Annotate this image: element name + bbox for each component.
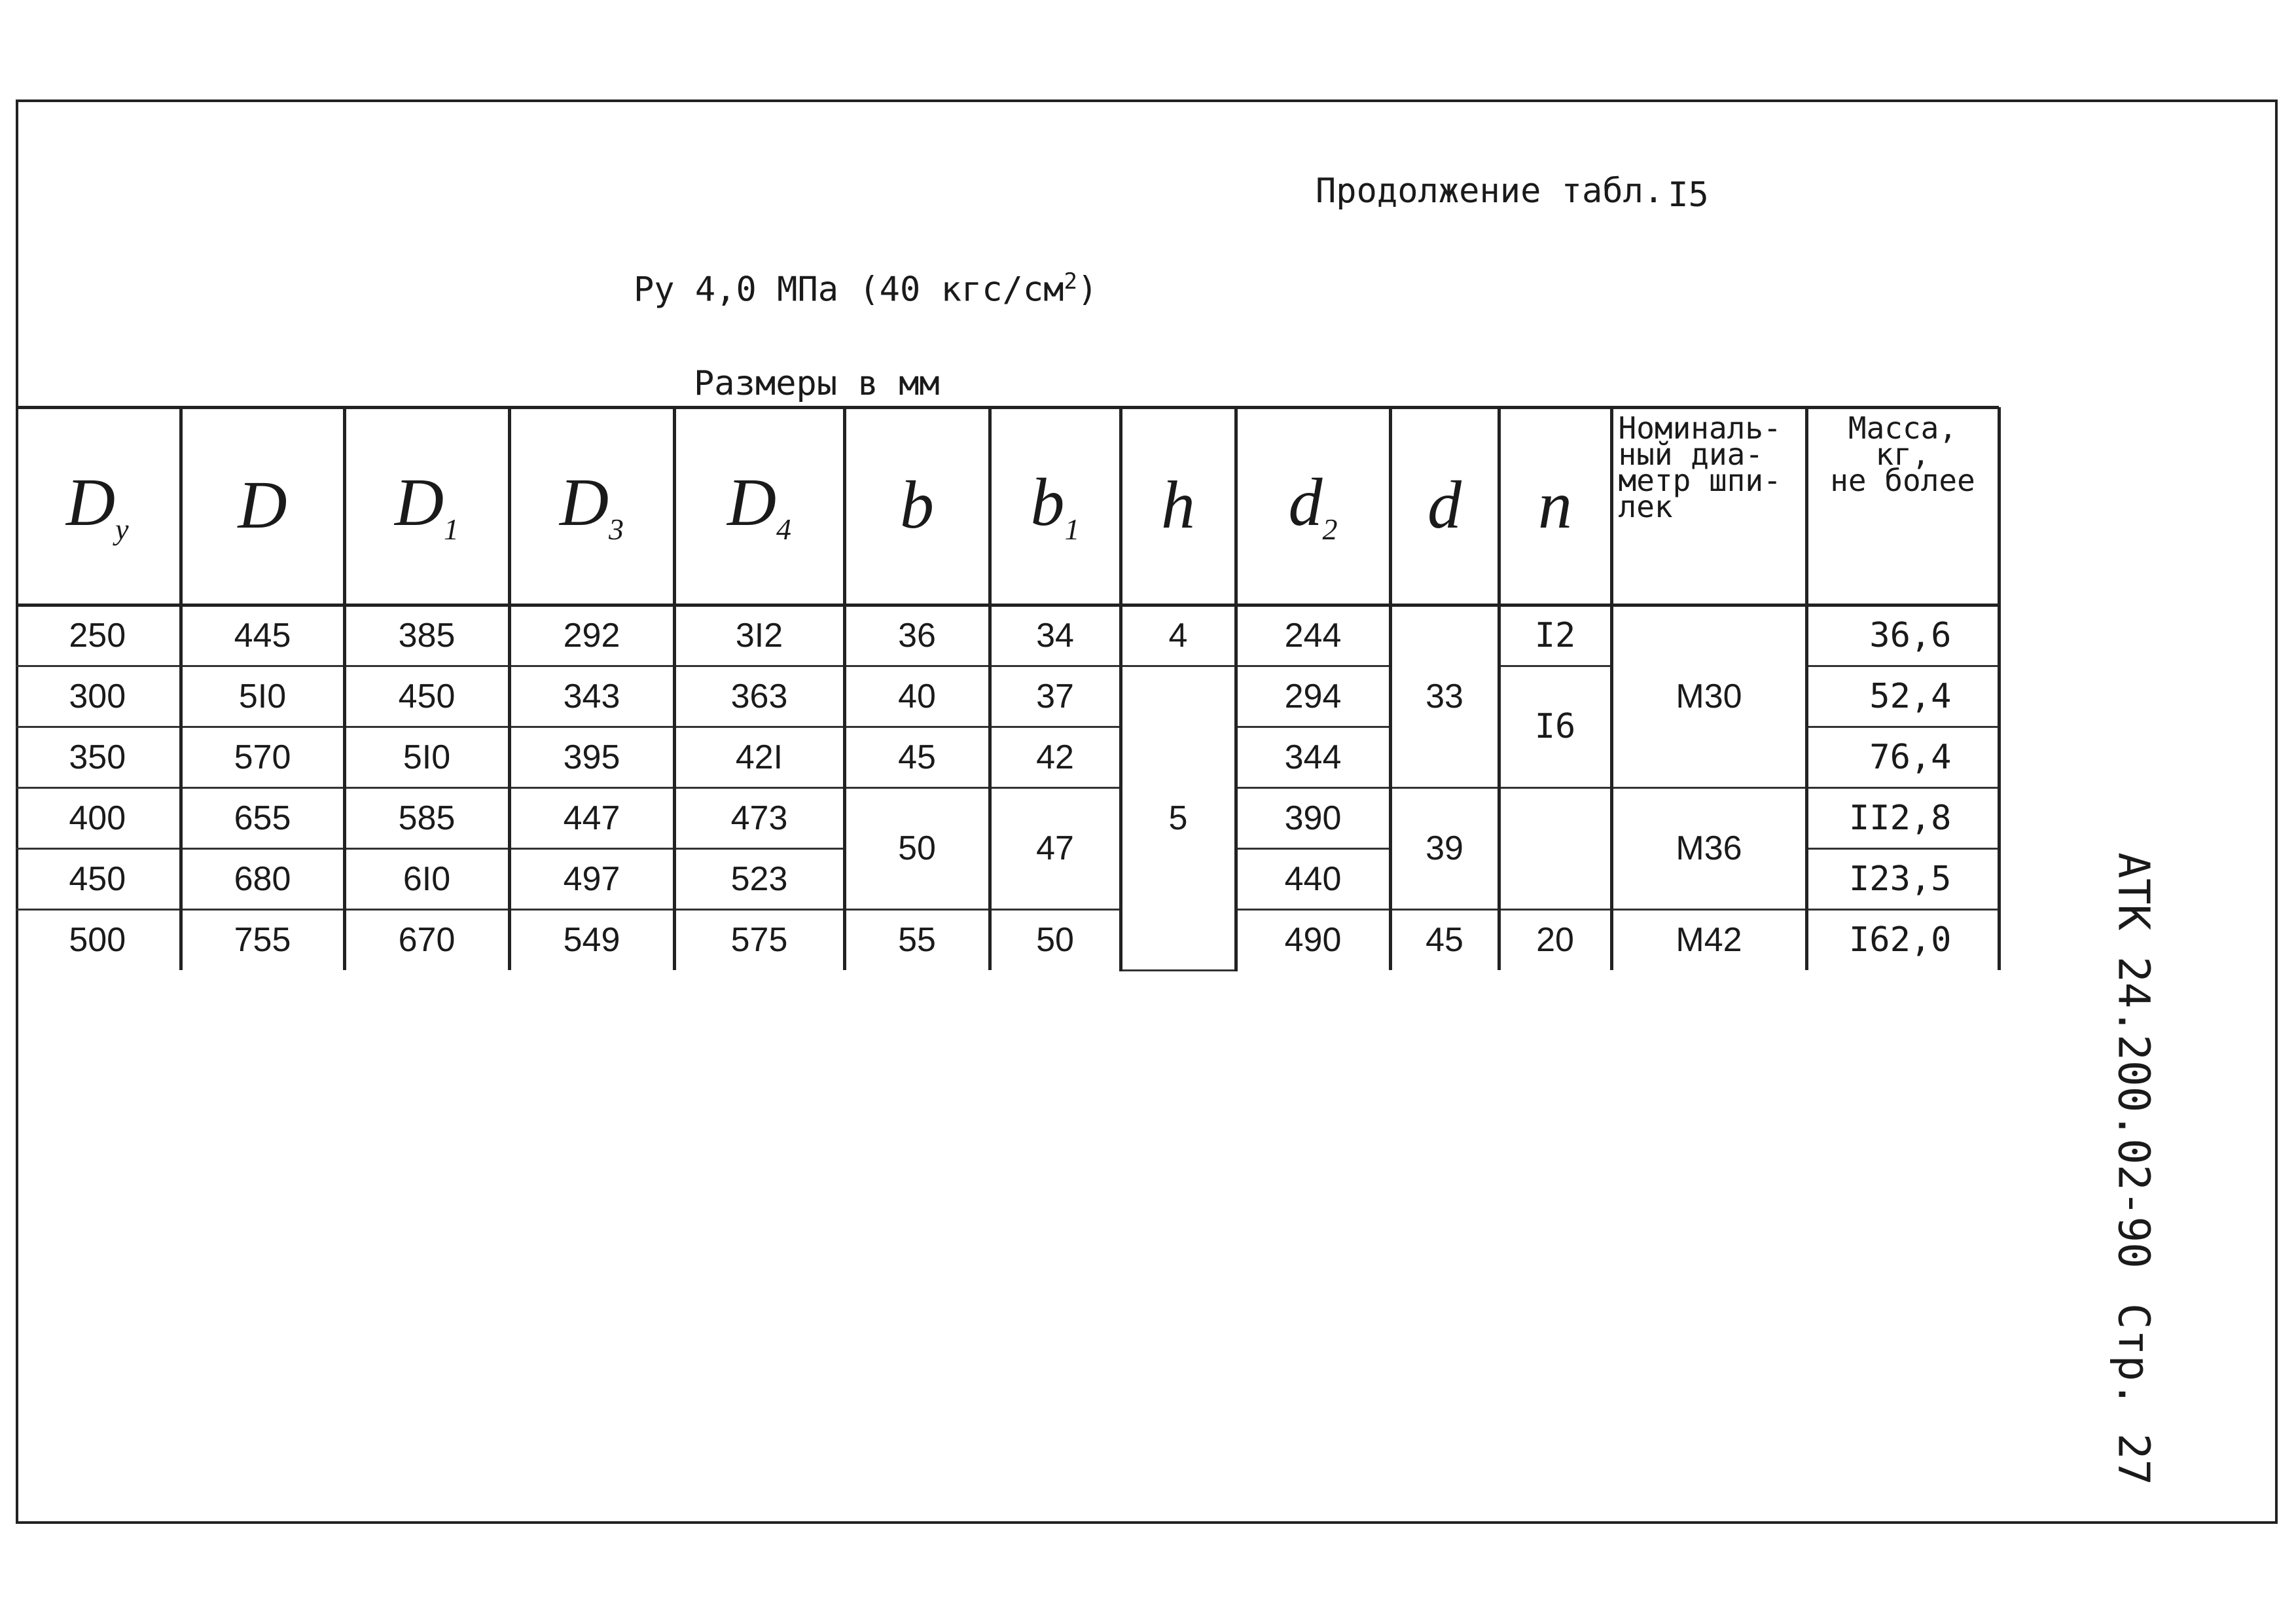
cell-b1: 42 bbox=[990, 727, 1121, 787]
cell-D1: 450 bbox=[344, 666, 509, 727]
pressure-close: ) bbox=[1077, 270, 1098, 310]
cell-Dy: 400 bbox=[16, 787, 181, 848]
table-row bbox=[16, 605, 1999, 666]
cell-stud: М42 bbox=[1611, 909, 1806, 970]
cell-Dy: 500 bbox=[69, 921, 126, 960]
cell-d: 45 bbox=[1390, 909, 1499, 970]
cell-b: 55 bbox=[844, 909, 990, 970]
cell-mass: 52,4 bbox=[1806, 666, 1999, 727]
header-d: d bbox=[1390, 407, 1499, 605]
cell-D: 445 bbox=[181, 605, 344, 666]
cell-D4: 575 bbox=[674, 909, 844, 970]
pressure-superscript: 2 bbox=[1064, 268, 1077, 295]
cell-b: 40 bbox=[844, 666, 990, 727]
cell-D4: 473 bbox=[674, 787, 844, 848]
cell-d: 39 bbox=[1390, 787, 1499, 909]
document-code: АТК 24.200.02-90 bbox=[2108, 852, 2159, 1269]
header-row bbox=[16, 407, 1999, 605]
cell-D1: 6I0 bbox=[344, 848, 509, 909]
header-D4: $D_4$ bbox=[674, 407, 844, 605]
dimensions-note: Размеры в мм bbox=[694, 364, 940, 403]
cell-d2: 344 bbox=[1236, 727, 1390, 787]
header-stud-diameter: Номиналь- ный диа- метр шпи- лек bbox=[1611, 407, 1806, 605]
cell-mass: 76,4 bbox=[1806, 727, 1999, 787]
cell-mass: 36,6 bbox=[1806, 605, 1999, 666]
cell-b: 36 bbox=[844, 605, 990, 666]
cell-D4: 42I bbox=[674, 727, 844, 787]
continuation-label: Продолжение табл. bbox=[1316, 171, 1664, 211]
cell-D3: 343 bbox=[509, 666, 674, 727]
cell-d2: 244 bbox=[1236, 605, 1390, 666]
cell-Dy: 300 bbox=[16, 666, 181, 727]
cell-D3: 447 bbox=[509, 787, 674, 848]
cell-d2: 294 bbox=[1236, 666, 1390, 727]
cell-D4: 523 bbox=[674, 848, 844, 909]
cell-b: 45 bbox=[844, 727, 990, 787]
header-n: n bbox=[1499, 407, 1611, 605]
cell-mass: II2,8 bbox=[1806, 787, 1999, 848]
cell-D4: 363 bbox=[674, 666, 844, 727]
header-b1: $b_1$ bbox=[990, 407, 1121, 605]
table-row bbox=[16, 787, 1999, 848]
header-d2: $d_2$ bbox=[1236, 407, 1390, 605]
header-D3: $D_3$ bbox=[509, 407, 674, 605]
cell-D: 680 bbox=[181, 848, 344, 909]
header-D: D bbox=[181, 407, 344, 605]
cell-mass: I62,0 bbox=[1806, 909, 1999, 970]
cell-D4: 3I2 bbox=[674, 605, 844, 666]
cell-stud: М30 bbox=[1611, 605, 1806, 787]
cell-d2: 390 bbox=[1236, 787, 1390, 848]
cell-D3: 395 bbox=[509, 727, 674, 787]
table-number: I5 bbox=[1668, 175, 1709, 215]
header-Dy: $D_у$ bbox=[16, 407, 181, 605]
cell-b1: 50 bbox=[990, 909, 1121, 970]
header-b: b bbox=[844, 407, 990, 605]
cell-D3: 497 bbox=[509, 848, 674, 909]
header-h: h bbox=[1121, 407, 1236, 605]
cell-stud: М36 bbox=[1611, 787, 1806, 909]
table-row bbox=[16, 909, 1999, 970]
cell-n: 20 bbox=[1499, 909, 1611, 970]
cell-D1: 670 bbox=[344, 909, 509, 970]
cell-b1: 34 bbox=[990, 605, 1121, 666]
cell-Dy: 350 bbox=[16, 727, 181, 787]
cell-n: I6 bbox=[1499, 666, 1611, 787]
cell-d2: 440 bbox=[1236, 848, 1390, 909]
cell-D1: 585 bbox=[344, 787, 509, 848]
header-mass: Масса, кг, не более bbox=[1806, 407, 1999, 605]
cell-D3: 292 bbox=[509, 605, 674, 666]
cell-Dy: 450 bbox=[16, 848, 181, 909]
cell-D: 570 bbox=[181, 727, 344, 787]
pressure-text: Ру 4,0 МПа (40 кгс/см bbox=[634, 270, 1064, 310]
header-D1: $D_1$ bbox=[344, 407, 509, 605]
cell-d: 33 bbox=[1390, 605, 1499, 787]
cell-D1: 5I0 bbox=[344, 727, 509, 787]
cell-D3: 549 bbox=[509, 909, 674, 970]
cell-h: 5 bbox=[1121, 666, 1236, 970]
table-continuation-caption bbox=[1316, 171, 1709, 215]
cell-n: I2 bbox=[1499, 605, 1611, 666]
cell-D: 655 bbox=[181, 787, 344, 848]
flange-dimensions-table bbox=[16, 407, 2001, 971]
cell-D: 755 bbox=[181, 909, 344, 970]
page-number: Стр. 27 bbox=[2108, 1303, 2159, 1486]
cell-Dy: 250 bbox=[16, 605, 181, 666]
cell-D: 5I0 bbox=[181, 666, 344, 727]
cell-b1: 47 bbox=[990, 787, 1121, 909]
cell-b1: 37 bbox=[990, 666, 1121, 727]
cell-h: 4 bbox=[1121, 605, 1236, 666]
pressure-caption bbox=[634, 268, 1098, 309]
cell-b: 50 bbox=[844, 787, 990, 909]
cell-mass: I23,5 bbox=[1806, 848, 1999, 909]
cell-n-empty bbox=[1499, 787, 1611, 909]
cell-d2: 490 bbox=[1236, 909, 1390, 970]
cell-D1: 385 bbox=[344, 605, 509, 666]
